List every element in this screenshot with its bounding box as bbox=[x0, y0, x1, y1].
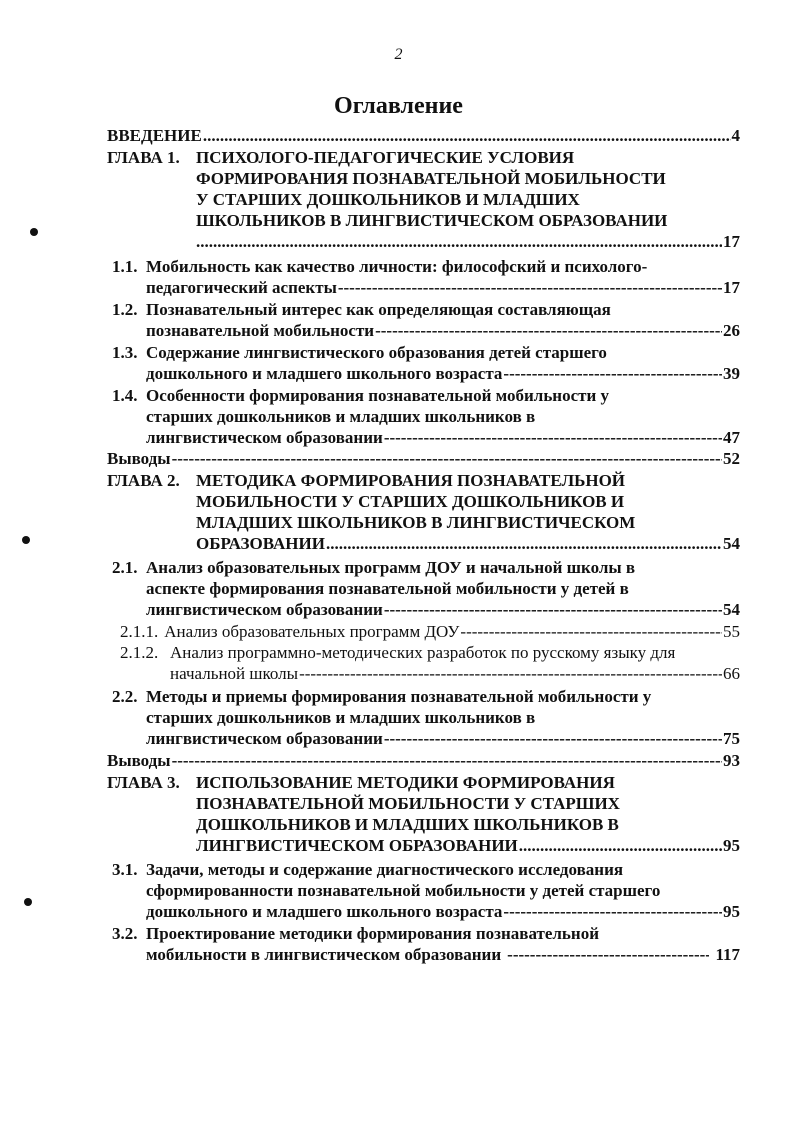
section-page: 75 bbox=[723, 729, 740, 748]
section-title-line: сформированности познавательной мобильности у детей старшего bbox=[146, 881, 661, 900]
section-title-line: Анализ образовательных программ ДОУ и начальной школы в bbox=[146, 558, 636, 577]
section-number: 1.1. bbox=[112, 257, 138, 276]
toc-section-1-4[interactable] bbox=[112, 385, 740, 448]
section-title-line: аспекте формирования познавательной мобильности у детей в bbox=[146, 579, 629, 598]
chapter-3-title-line: ЛИНГВИСТИЧЕСКОМ ОБРАЗОВАНИИ bbox=[196, 836, 518, 855]
section-page: 117 bbox=[715, 945, 740, 964]
dash-leader bbox=[384, 427, 722, 448]
dash-leader bbox=[460, 621, 722, 642]
section-title-line: лингвистическом образовании bbox=[146, 600, 383, 619]
toc-section-1-1[interactable] bbox=[112, 256, 740, 298]
section-title-line: дошкольного и младшего школьного возраста bbox=[146, 902, 503, 921]
section-title-line: Особенности формирования познавательной мобильности у bbox=[146, 386, 610, 405]
section-title-line: Содержание лингвистического образования детей старшего bbox=[146, 343, 607, 362]
dash-leader bbox=[375, 320, 722, 341]
chapter-3-title-line: ДОШКОЛЬНИКОВ И МЛАДШИХ ШКОЛЬНИКОВ В bbox=[196, 815, 619, 834]
section-page: 26 bbox=[723, 321, 740, 340]
section-title-line: Мобильность как качество личности: философский и психолого- bbox=[146, 257, 648, 276]
toc-conclusions-1[interactable] bbox=[107, 448, 740, 469]
toc-chapter-2[interactable] bbox=[107, 470, 740, 554]
toc-intro-page: 4 bbox=[731, 126, 740, 145]
section-page: 95 bbox=[723, 902, 740, 921]
subsection-number: 2.1.1. bbox=[120, 622, 159, 641]
chapter-1-title-line: У СТАРШИХ ДОШКОЛЬНИКОВ И МЛАДШИХ bbox=[196, 190, 580, 209]
dot-leader bbox=[326, 533, 722, 554]
section-title-line: Методы и приемы формирования познавательной мобильности у bbox=[146, 687, 652, 706]
toc-section-3-2[interactable] bbox=[112, 923, 740, 965]
section-title-line: старших дошкольников и младших школьников в bbox=[146, 708, 536, 727]
dash-leader bbox=[503, 901, 722, 922]
section-number: 2.2. bbox=[112, 687, 138, 706]
conclusions-page: 52 bbox=[723, 449, 740, 468]
dash-leader bbox=[299, 663, 722, 684]
dot-leader bbox=[203, 125, 731, 146]
toc-section-2-1[interactable] bbox=[112, 557, 740, 620]
section-title-line: мобильности в лингвистическом образовании bbox=[146, 945, 502, 964]
dash-leader bbox=[503, 363, 722, 384]
dot-leader bbox=[519, 835, 722, 856]
chapter-2-title-line: МЛАДШИХ ШКОЛЬНИКОВ В ЛИНГВИСТИЧЕСКОМ bbox=[196, 513, 636, 532]
section-title-line: педагогический аспекты bbox=[146, 278, 337, 297]
toc-section-2-2[interactable] bbox=[112, 686, 740, 749]
page-number: 2 bbox=[394, 46, 403, 63]
section-number: 1.2. bbox=[112, 300, 138, 319]
toc-section-1-2[interactable] bbox=[112, 299, 740, 341]
subsection-number: 2.1.2. bbox=[120, 643, 159, 662]
section-page: 17 bbox=[723, 278, 740, 297]
dot-leader bbox=[196, 231, 722, 252]
toc-section-1-3[interactable] bbox=[112, 342, 740, 384]
section-page: 47 bbox=[723, 428, 740, 447]
section-title-line: Проектирование методики формирования познавательной bbox=[146, 924, 600, 943]
section-title-line: дошкольного и младшего школьного возраста bbox=[146, 364, 503, 383]
conclusions-label: Выводы bbox=[107, 449, 171, 468]
margin-mark bbox=[30, 228, 38, 236]
chapter-3-page: 95 bbox=[723, 836, 740, 855]
conclusions-label: Выводы bbox=[107, 751, 171, 770]
toc-conclusions-2[interactable] bbox=[107, 750, 740, 771]
chapter-3-label: ГЛАВА 3. bbox=[107, 773, 180, 792]
section-page: 39 bbox=[723, 364, 740, 383]
conclusions-page: 93 bbox=[723, 751, 740, 770]
section-number: 3.2. bbox=[112, 924, 138, 943]
section-number: 2.1. bbox=[112, 558, 138, 577]
chapter-1-page: 17 bbox=[723, 232, 740, 251]
chapter-3-title-line: ПОЗНАВАТЕЛЬНОЙ МОБИЛЬНОСТИ У СТАРШИХ bbox=[196, 794, 620, 813]
toc-section-3-1[interactable] bbox=[112, 859, 740, 922]
dash-leader bbox=[384, 728, 722, 749]
subsection-page: 66 bbox=[723, 664, 740, 683]
section-title-line: познавательной мобильности bbox=[146, 321, 375, 340]
toc-subsection-2-1-2[interactable] bbox=[120, 642, 740, 684]
section-title-line: Задачи, методы и содержание диагностического исследования bbox=[146, 860, 624, 879]
subsection-title-line: Анализ программно-методических разработок по русскому языку для bbox=[170, 643, 676, 662]
dash-leader bbox=[338, 277, 722, 298]
toc-chapter-1[interactable] bbox=[107, 147, 740, 252]
section-title-line: лингвистическом образовании bbox=[146, 729, 383, 748]
section-title-line: лингвистическом образовании bbox=[146, 428, 383, 447]
dash-leader bbox=[507, 944, 709, 965]
section-number: 1.3. bbox=[112, 343, 138, 362]
chapter-2-page: 54 bbox=[723, 534, 740, 553]
subsection-title-line: начальной школы bbox=[170, 664, 299, 683]
dash-leader bbox=[172, 448, 722, 469]
toc-title: Оглавление bbox=[334, 93, 463, 119]
chapter-1-title-line: ФОРМИРОВАНИЯ ПОЗНАВАТЕЛЬНОЙ МОБИЛЬНОСТИ bbox=[196, 169, 666, 188]
section-title-line: Познавательный интерес как определяющая составляющая bbox=[146, 300, 611, 319]
chapter-2-title-line: МОБИЛЬНОСТИ У СТАРШИХ ДОШКОЛЬНИКОВ И bbox=[196, 492, 625, 511]
subsection-title: Анализ образовательных программ ДОУ bbox=[164, 622, 460, 641]
chapter-1-label: ГЛАВА 1. bbox=[107, 148, 180, 167]
chapter-3-title-line: ИСПОЛЬЗОВАНИЕ МЕТОДИКИ ФОРМИРОВАНИЯ bbox=[196, 773, 615, 792]
chapter-2-title-line: МЕТОДИКА ФОРМИРОВАНИЯ ПОЗНАВАТЕЛЬНОЙ bbox=[196, 471, 626, 490]
dash-leader bbox=[172, 750, 722, 771]
chapter-2-label: ГЛАВА 2. bbox=[107, 471, 180, 490]
section-number: 1.4. bbox=[112, 386, 138, 405]
chapter-1-title-line: ПСИХОЛОГО-ПЕДАГОГИЧЕСКИЕ УСЛОВИЯ bbox=[196, 148, 575, 167]
toc-subsection-2-1-1[interactable] bbox=[120, 621, 740, 642]
dash-leader bbox=[384, 599, 722, 620]
toc-intro-label: ВВЕДЕНИЕ bbox=[107, 126, 202, 145]
chapter-2-title-line: ОБРАЗОВАНИИ bbox=[196, 534, 325, 553]
toc-chapter-3[interactable] bbox=[107, 772, 740, 856]
margin-mark bbox=[22, 536, 30, 544]
margin-mark bbox=[24, 898, 32, 906]
section-page: 54 bbox=[723, 600, 740, 619]
chapter-1-title-line: ШКОЛЬНИКОВ В ЛИНГВИСТИЧЕСКОМ ОБРАЗОВАНИИ bbox=[196, 211, 668, 230]
toc-intro[interactable] bbox=[107, 125, 740, 146]
section-title-line: старших дошкольников и младших школьников в bbox=[146, 407, 536, 426]
section-number: 3.1. bbox=[112, 860, 138, 879]
subsection-page: 55 bbox=[723, 622, 740, 641]
